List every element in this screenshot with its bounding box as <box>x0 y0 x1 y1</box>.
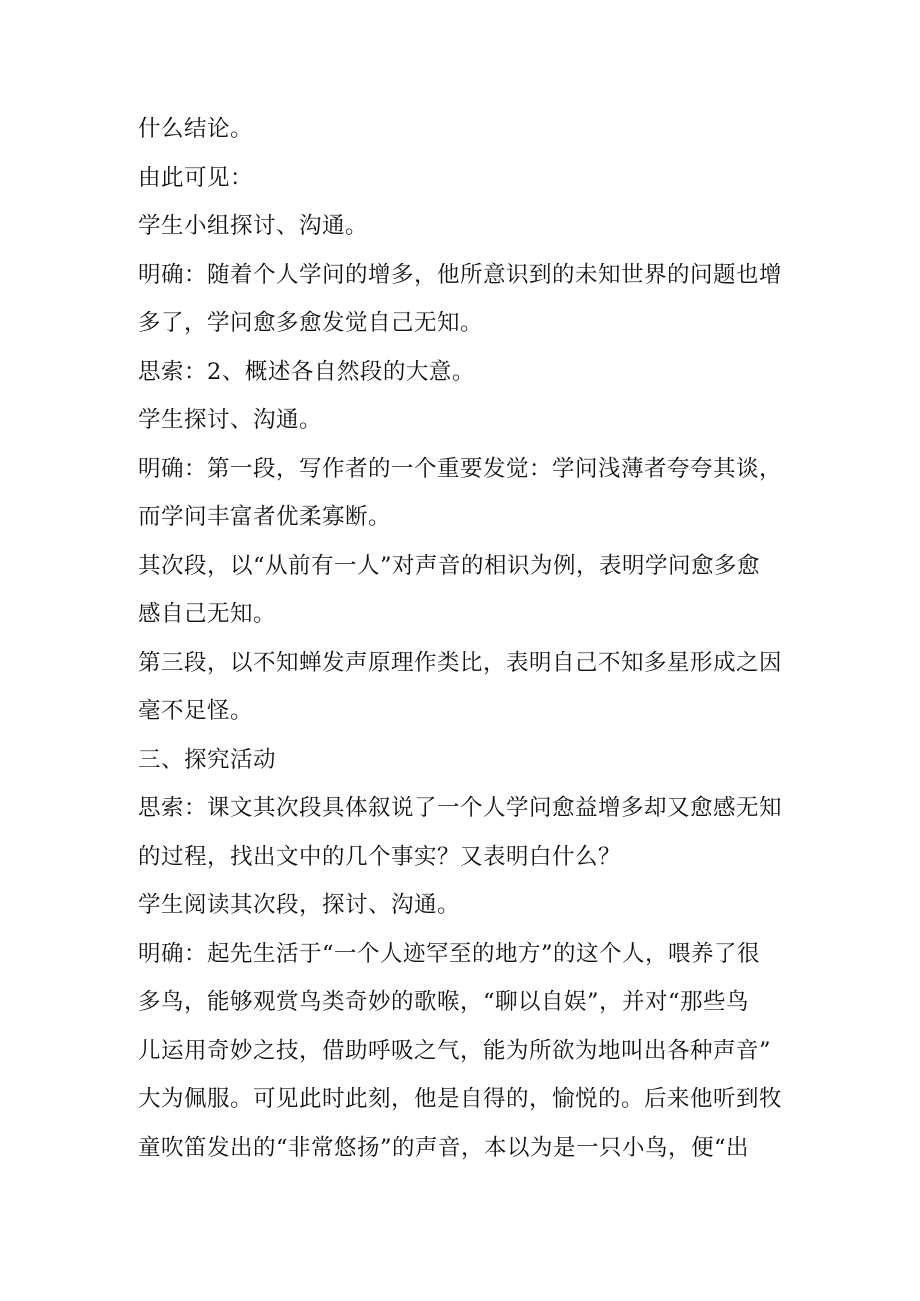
text-line: 什么结论。 <box>138 116 254 142</box>
text-line: 思索：2、概述各自然段的大意。 <box>138 358 475 385</box>
text-line: 明确：随着个人学问的增多，他所意识到的未知世界的问题也增 <box>138 261 783 288</box>
document-body <box>138 105 788 1172</box>
text-line: 多鸟，能够观赏鸟类奇妙的歌喉，“聊以自娱”，并对“那些鸟 <box>138 989 750 1015</box>
text-line: 其次段，以“从前有一人”对声音的相识为例，表明学问愈多愈 <box>138 552 761 579</box>
text-line: 毫不足怪。 <box>138 698 254 724</box>
text-line: 明确：第一段，写作者的一个重要发觉：学问浅薄者夸夸其谈， <box>138 455 783 482</box>
text-line: 大为佩服。可见此时此刻，他是自得的，愉悦的。后来他听到牧 <box>138 1086 783 1112</box>
text-line: 而学问丰富者优柔寡断。 <box>138 504 392 530</box>
text-line: 由此可见： <box>138 164 254 191</box>
text-line: 多了，学问愈多愈发觉自己无知。 <box>138 310 484 336</box>
section-heading: 三、探究活动 <box>138 746 277 773</box>
text-line: 童吹笛发出的“非常悠扬”的声音，本以为是一只小鸟，便“出 <box>138 1134 750 1161</box>
text-line: 思索：课文其次段具体叙说了一个人学问愈益增多却又愈感无知 <box>138 795 783 821</box>
text-line: 明确：起先生活于“一个人迹罕至的地方”的这个人，喂养了很 <box>138 940 761 967</box>
text-line: 的过程，找出文中的几个事实？又表明白什么？ <box>138 843 622 870</box>
text-line: 学生小组探讨、沟通。 <box>138 213 369 239</box>
text-line: 儿运用奇妙之技，借助呼吸之气，能为所欲为地叫出各种声音” <box>138 1037 772 1064</box>
text-line: 学生阅读其次段，探讨、沟通。 <box>138 892 461 918</box>
text-line: 感自己无知。 <box>138 601 277 627</box>
text-line: 学生探讨、沟通。 <box>138 407 323 433</box>
text-line: 第三段，以不知蝉发声原理作类比，表明自己不知多星形成之因 <box>138 649 783 676</box>
